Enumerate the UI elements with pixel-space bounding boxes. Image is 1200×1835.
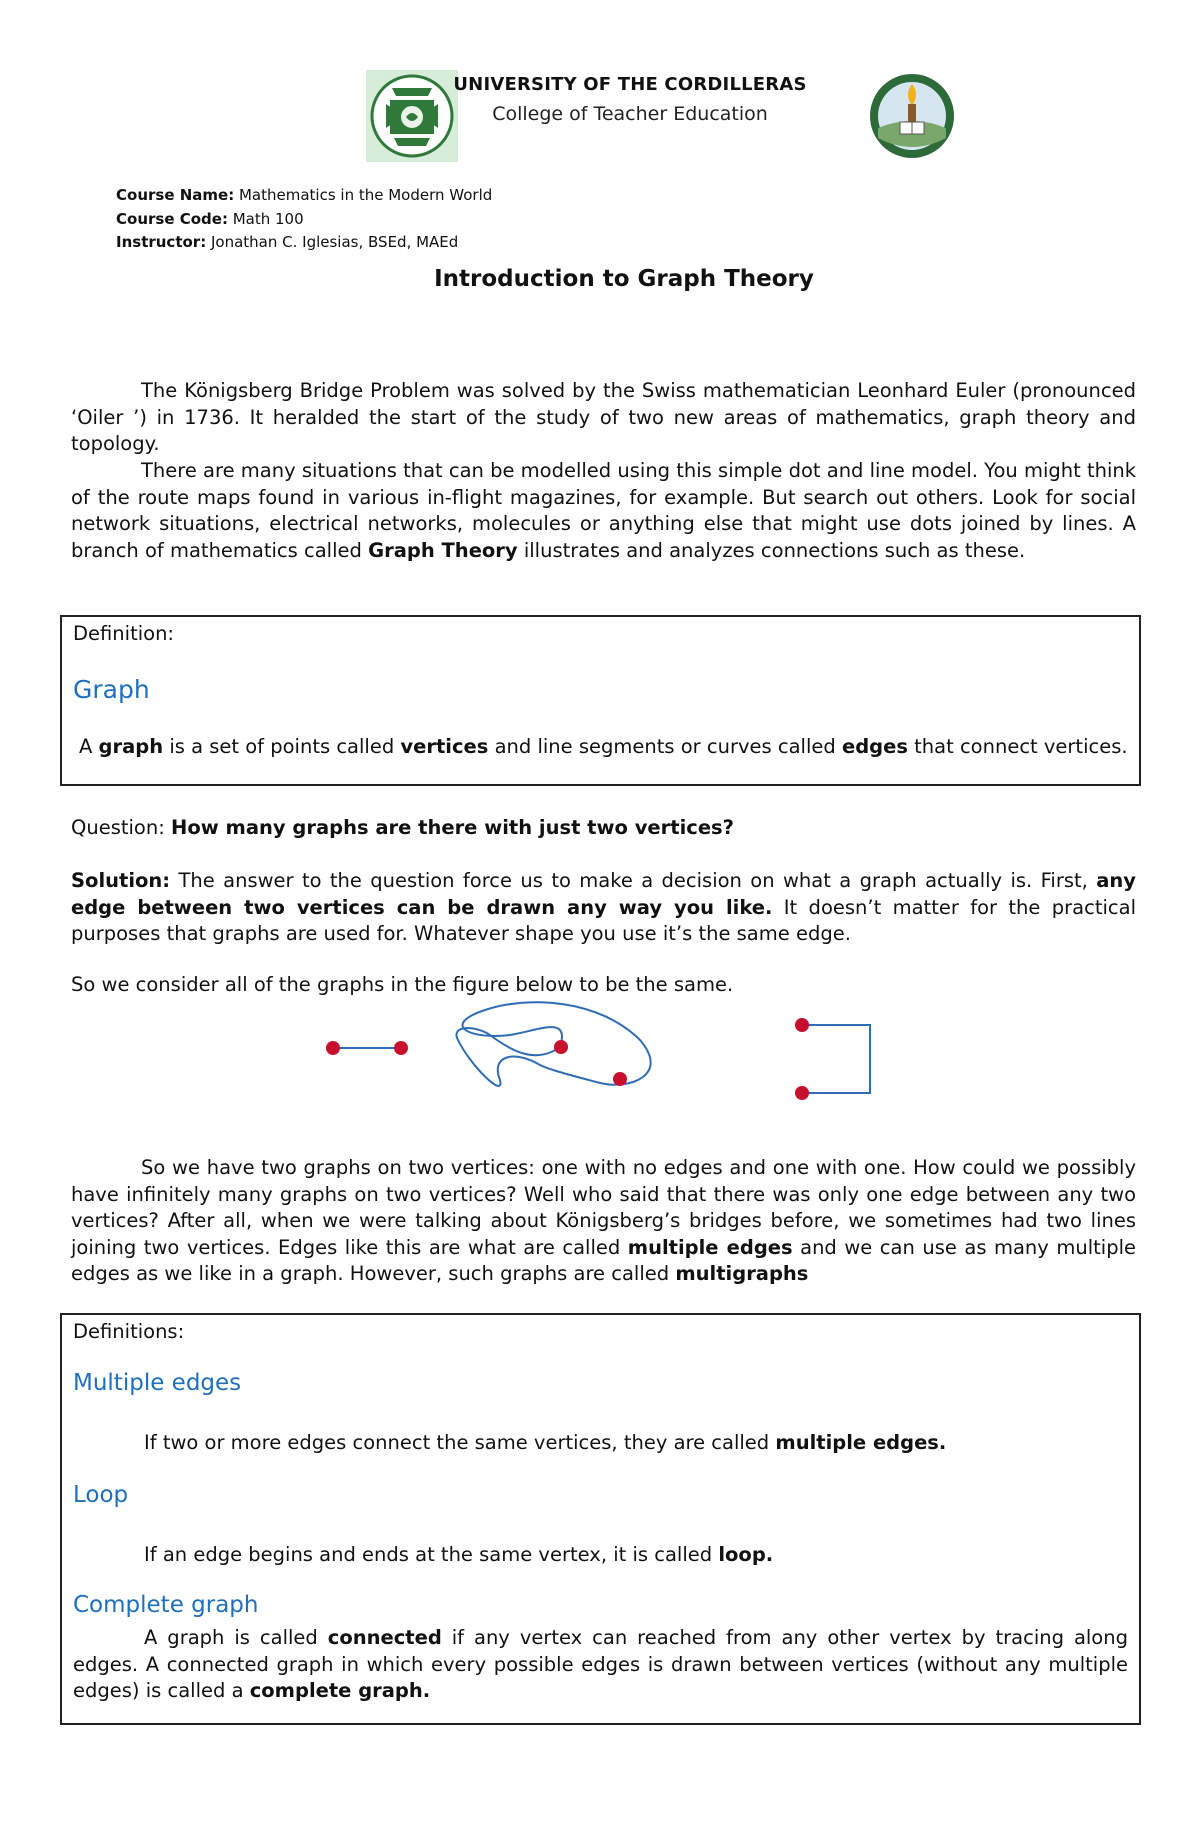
intro-paragraph-2 bbox=[71, 458, 1136, 564]
definitions-box bbox=[60, 1313, 1141, 1725]
page-title: Introduction to Graph Theory bbox=[434, 266, 814, 292]
solution-t1: The answer to the question force us to make a decision on what a graph actually is. First, bbox=[170, 869, 1097, 892]
question-label: Question: bbox=[71, 816, 171, 839]
loop-def-bold: loop bbox=[718, 1543, 766, 1566]
instructor-line bbox=[116, 231, 492, 255]
term-complete-graph: Complete graph bbox=[73, 1592, 259, 1618]
two-vertex-graph-figure bbox=[300, 995, 900, 1115]
two-graphs-paragraph bbox=[71, 1155, 1136, 1288]
definition-box-graph bbox=[60, 615, 1141, 786]
vertex bbox=[795, 1018, 809, 1032]
two-graphs-t2: and we can use as many multiple edges as we like in a graph. However, such graphs are called bbox=[71, 1235, 1136, 1285]
two-graphs-b2: multigraphs bbox=[675, 1262, 809, 1285]
definitions-label: Definitions: bbox=[73, 1320, 185, 1343]
multi-def-text: If two or more edges connect the same vertices, they are called bbox=[144, 1431, 776, 1454]
graph-bracket-edge bbox=[795, 1018, 870, 1100]
complete-def-period: . bbox=[422, 1679, 431, 1702]
vertex bbox=[554, 1040, 568, 1054]
intro-paragraph-1: The Königsberg Bridge Problem was solved by the Swiss mathematician Leonhard Euler (pronounced ‘Oiler ’) in 1736. It heralded the start of the study of two new areas of mathematics, graph theory and topology. bbox=[71, 379, 1136, 455]
vertex bbox=[613, 1072, 627, 1086]
college-name: College of Teacher Education bbox=[492, 103, 768, 125]
course-code-line bbox=[116, 208, 492, 232]
definition-label: Definition: bbox=[73, 622, 174, 645]
course-name-line bbox=[116, 184, 492, 208]
college-emblem-logo bbox=[866, 70, 958, 162]
two-graphs-b1: multiple edges bbox=[627, 1235, 793, 1259]
question-line bbox=[71, 815, 1136, 842]
graph-def-t2: is a set of points called bbox=[163, 735, 401, 758]
consider-line: So we consider all of the graphs in the figure below to be the same. bbox=[71, 973, 734, 996]
complete-def-t1: A graph is called bbox=[144, 1626, 328, 1649]
intro-p2-text-a: There are many situations that can be modelled using this simple dot and line model. You might think of the route maps found in various in-flight magazines, for example. But search out others. Look for social network situations, electrical networks, molecules or anything else that might use dots joined by lines. A branch of mathematics called bbox=[71, 459, 1137, 562]
two-graphs-t1: So we have two graphs on two vertices: one with no edges and one with one. How could we possibly have infinitely many graphs on two vertices? Well who said that there was only one edge between any two vertices? After all, when we were talking about Königsberg’s bridges before, we sometimes had two lines joining two vertices. Edges like this are what are called bbox=[71, 1156, 1136, 1259]
vertex bbox=[326, 1041, 340, 1055]
graph-curvy-edge bbox=[456, 1002, 650, 1086]
bracket-edge bbox=[802, 1025, 870, 1093]
multi-def-period: . bbox=[938, 1431, 947, 1454]
graph-def-b1: graph bbox=[98, 735, 164, 758]
solution-bold: any edge between two vertices can be drawn any way you like. bbox=[71, 869, 1136, 919]
intro-p2-bold: Graph Theory bbox=[368, 538, 518, 562]
course-name-value: Mathematics in the Modern World bbox=[238, 186, 493, 204]
document-header bbox=[420, 74, 840, 125]
graph-def-t4: that connect vertices. bbox=[907, 735, 1128, 758]
graph-def-b3: edges bbox=[841, 735, 908, 758]
loop-definition bbox=[144, 1542, 1128, 1569]
vertex bbox=[394, 1041, 408, 1055]
term-loop: Loop bbox=[73, 1482, 129, 1508]
term-graph: Graph bbox=[73, 675, 150, 704]
instructor-value: Jonathan C. Iglesias, BSEd, MAEd bbox=[210, 233, 459, 251]
loop-def-period: . bbox=[765, 1543, 774, 1566]
graph-def-t1: A bbox=[79, 735, 99, 758]
question-text: How many graphs are there with just two vertices? bbox=[171, 816, 734, 839]
graph-straight-edge bbox=[326, 1041, 408, 1055]
graph-definition-text bbox=[73, 734, 1128, 761]
vertex bbox=[795, 1086, 809, 1100]
loop-def-text: If an edge begins and ends at the same vertex, it is called bbox=[144, 1543, 719, 1566]
instructor-label: Instructor: bbox=[116, 233, 207, 251]
complete-def-b1: connected bbox=[327, 1626, 442, 1649]
solution-label: Solution: bbox=[71, 869, 171, 892]
intro-p2-text-b: illustrates and analyzes connections such as these. bbox=[517, 538, 1026, 562]
solution-t2: It doesn’t matter for the practical purposes that graphs are used for. Whatever shape you use it’s the same edge. bbox=[71, 895, 1136, 945]
course-name-label: Course Name: bbox=[116, 186, 235, 204]
complete-def-t2: if any vertex can reached from any other vertex by tracing along edges. A connected graph in which every possible edges is drawn between vertices (without any multiple edges) is called a bbox=[73, 1626, 1128, 1702]
multiple-edges-definition bbox=[144, 1430, 1128, 1457]
graph-def-t3: and line segments or curves called bbox=[488, 735, 842, 758]
graph-def-b2: vertices bbox=[400, 735, 489, 758]
multi-def-bold: multiple edges bbox=[775, 1431, 939, 1454]
solution-paragraph bbox=[71, 868, 1136, 948]
complete-graph-definition bbox=[73, 1625, 1128, 1705]
term-multiple-edges: Multiple edges bbox=[73, 1370, 242, 1396]
complete-def-b2: complete graph bbox=[249, 1679, 423, 1702]
course-code-value: Math 100 bbox=[232, 209, 304, 228]
course-code-label: Course Code: bbox=[116, 209, 228, 228]
university-name: UNIVERSITY OF THE CORDILLERAS bbox=[453, 74, 807, 95]
course-info bbox=[116, 184, 492, 255]
